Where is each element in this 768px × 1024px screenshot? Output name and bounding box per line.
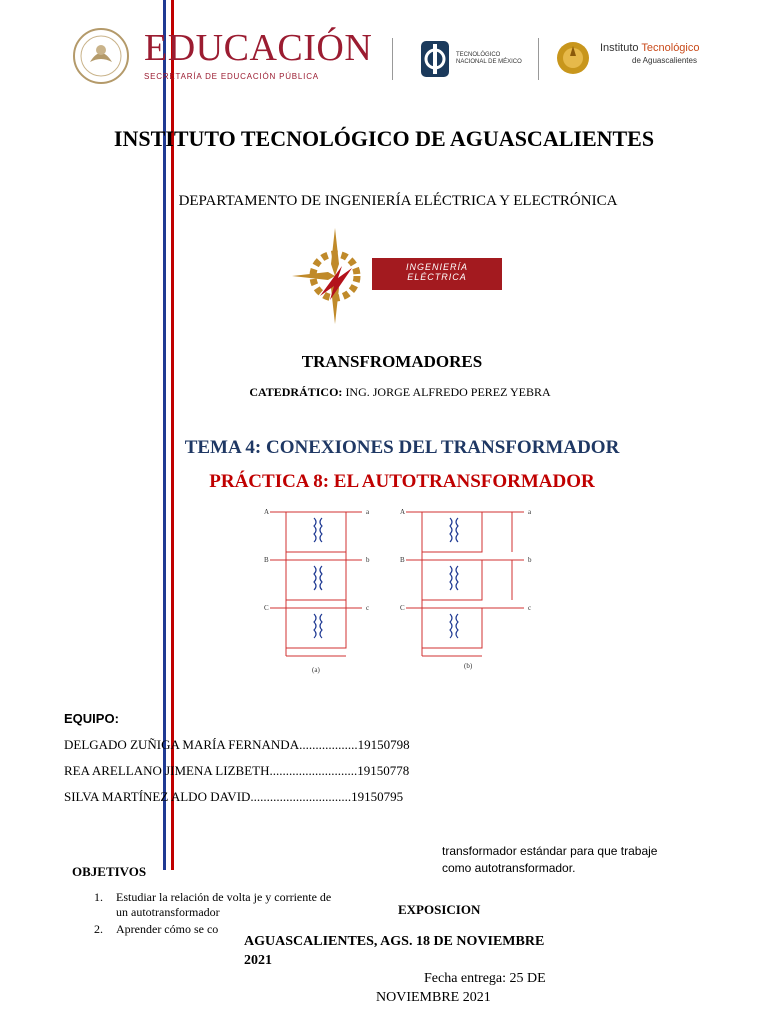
practice-title: PRÁCTICA 8: EL AUTOTRANSFORMADOR	[209, 471, 595, 492]
tecnm-line1: TECNOLÓGICO	[456, 52, 501, 58]
terminal-A-b: A	[400, 508, 406, 516]
gear-icon	[418, 38, 452, 80]
delivery-date-line2: NOVIEMBRE 2021	[376, 990, 491, 1005]
team-member-2	[64, 763, 409, 779]
place-date-line1: AGUASCALIENTES, AGS. 18 DE NOVIEMBRE	[244, 934, 545, 949]
ita-logo	[556, 38, 716, 80]
team-member-name: REA ARELLANO JIMENA LIZBETH	[64, 763, 270, 778]
career-logo-banner	[372, 258, 502, 290]
teacher-name: ING. JORGE ALFREDO PEREZ YEBRA	[342, 385, 551, 399]
objective-1-line1: Estudiar la relación de volta je y corriente de	[116, 890, 332, 904]
terminal-c-b: c	[528, 604, 532, 612]
department-title: DEPARTAMENTO DE INGENIERÍA ELÉCTRICA Y ELECTRÓNICA	[178, 193, 618, 209]
terminal-C: C	[264, 604, 269, 612]
objective-number-1: 1.	[94, 890, 103, 904]
terminal-b: b	[366, 556, 370, 564]
sep-logo-word: EDUCACIÓN	[144, 27, 373, 69]
terminal-b-b: b	[528, 556, 532, 564]
career-logo	[290, 226, 504, 326]
header-divider	[392, 38, 393, 80]
diagram-caption-a: (a)	[312, 666, 320, 674]
team-member-id: 19150798	[357, 737, 410, 752]
institute-title: INSTITUTO TECNOLÓGICO DE AGUASCALIENTES	[113, 126, 655, 151]
header-divider-2	[538, 38, 539, 80]
team-member-dots: ...........................	[269, 763, 358, 778]
team-label: EQUIPO:	[64, 711, 119, 726]
terminal-B: B	[264, 556, 269, 564]
teacher-line	[16, 385, 768, 400]
objectives-label: OBJETIVOS	[72, 864, 147, 879]
terminal-c: c	[366, 604, 370, 612]
terminal-C-b: C	[400, 604, 405, 612]
team-member-dots: ...............................	[250, 789, 352, 804]
sep-logo	[68, 26, 373, 86]
ita-emblem-icon	[556, 40, 590, 76]
objective-continuation-line1: transformador estándar para que trabaje	[442, 844, 658, 858]
team-member-name: SILVA MARTÍNEZ ALDO DAVID	[64, 789, 251, 804]
team-member-id: 19150778	[357, 763, 410, 778]
objectives-list	[74, 890, 374, 937]
terminal-a: a	[366, 508, 370, 516]
ita-name	[600, 42, 699, 54]
exposicion-label: EXPOSICION	[398, 902, 481, 917]
transformer-diagram	[262, 504, 542, 676]
place-date	[244, 932, 584, 970]
team-member-name: DELGADO ZUÑIGA MARÍA FERNANDA	[64, 737, 300, 752]
terminal-B-b: B	[400, 556, 405, 564]
objective-number-2: 2.	[94, 922, 103, 936]
team-member-id: 19150795	[351, 789, 404, 804]
objective-1-line2: un autotransformador	[116, 905, 220, 919]
team-member-dots: ..................	[299, 737, 358, 752]
objective-continuation-line2: como autotransformador.	[442, 861, 576, 875]
ita-name-prefix: Instituto	[600, 42, 642, 54]
terminal-A: A	[264, 508, 270, 516]
diagram-caption-b: (b)	[464, 662, 473, 670]
sep-logo-subtitle: SECRETARÍA DE EDUCACIÓN PÚBLICA	[144, 72, 319, 81]
place-date-line2: 2021	[244, 953, 272, 968]
ita-subtitle: de Aguascalientes	[632, 56, 697, 65]
ita-name-accent: Tecnológico	[641, 42, 700, 54]
delivery-date	[376, 969, 576, 1007]
national-seal-icon	[68, 26, 134, 86]
objective-2-text: Aprender cómo se co	[116, 922, 219, 936]
objective-continuation	[442, 843, 657, 877]
objective-item-1	[74, 890, 374, 920]
career-logo-line2: ELÉCTRICA	[407, 272, 467, 282]
topic-title: TEMA 4: CONEXIONES DEL TRANSFORMADOR	[184, 437, 620, 458]
tecnm-logo	[418, 38, 528, 82]
career-logo-line1: INGENIERÍA	[405, 262, 468, 272]
subject-title: TRANSFROMADORES	[301, 352, 483, 371]
teacher-label: CATEDRÁTICO:	[249, 385, 343, 399]
team-member-1	[64, 737, 410, 753]
lightning-gear-icon	[290, 226, 380, 326]
tecnm-line2: NACIONAL DE MÉXICO	[456, 59, 522, 65]
delivery-date-line1: Fecha entrega: 25 DE	[424, 971, 546, 986]
team-member-3	[64, 789, 403, 805]
terminal-a-b: a	[528, 508, 532, 516]
